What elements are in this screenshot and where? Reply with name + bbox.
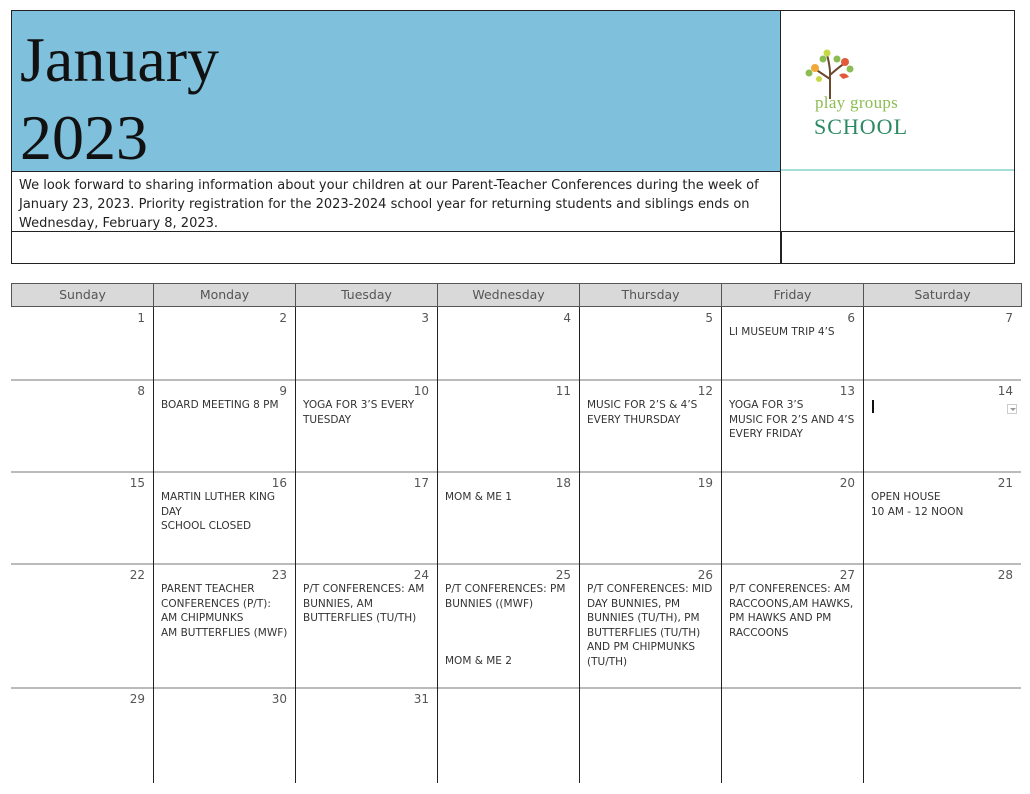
day-number: 10 <box>413 384 429 398</box>
day-events: BOARD MEETING 8 PM <box>161 399 279 411</box>
day-number: 22 <box>129 568 145 582</box>
day-events: P/T CONFERENCES: AM RACCOONS,AM HAWKS, PM HAWKS AND PM RACCOONS <box>729 583 854 639</box>
day-cell[interactable] <box>153 564 295 688</box>
day-cell[interactable] <box>579 564 721 688</box>
day-cell[interactable] <box>579 380 721 472</box>
day-cell[interactable] <box>295 688 437 783</box>
calendar-header-table <box>11 10 1015 264</box>
day-number: 18 <box>555 476 571 490</box>
day-number: 4 <box>563 311 571 325</box>
day-cell[interactable] <box>153 688 295 783</box>
weekday-friday: Friday <box>721 283 864 307</box>
day-cell[interactable] <box>721 564 863 688</box>
day-number: 2 <box>279 311 287 325</box>
text-cursor <box>872 400 874 413</box>
day-events: P/T CONFERENCES: MID DAY BUNNIES, PM BUNNIES (TU/TH), PM BUTTERFLIES (TU/TH) AND PM CHIPMUNKS (TU/TH) <box>587 583 713 668</box>
day-number: 1 <box>137 311 145 325</box>
day-number: 23 <box>271 568 287 582</box>
day-cell[interactable] <box>295 472 437 564</box>
logo-text-school: SCHOOL <box>814 114 909 139</box>
day-cell[interactable] <box>437 688 579 783</box>
description-text[interactable]: We look forward to sharing information about your children at our Parent-Teacher Conferences during the week of January 23, 2023. Priority registration for the 2023-2024 school year for returning students and siblings ends on Wednesday, February 8, 2023. <box>19 178 759 231</box>
title-cell <box>12 11 781 171</box>
day-number: 7 <box>1005 311 1013 325</box>
day-number: 29 <box>129 692 145 706</box>
day-events: MUSIC FOR 2’S & 4’S EVERY THURSDAY <box>587 399 698 426</box>
day-number: 6 <box>847 311 855 325</box>
day-cell[interactable] <box>153 380 295 472</box>
empty-row <box>12 231 1014 263</box>
day-number: 16 <box>271 476 287 490</box>
day-cell[interactable] <box>863 307 1021 380</box>
day-events-extra: MOM & ME 2 <box>445 655 512 667</box>
day-cell[interactable] <box>721 472 863 564</box>
day-cell[interactable] <box>721 380 863 472</box>
weekday-monday: Monday <box>153 283 296 307</box>
day-cell[interactable] <box>295 380 437 472</box>
day-cell[interactable] <box>295 307 437 380</box>
day-cell[interactable] <box>721 688 863 783</box>
day-cell[interactable] <box>579 688 721 783</box>
day-cell[interactable] <box>579 472 721 564</box>
weekday-saturday: Saturday <box>863 283 1022 307</box>
day-number: 13 <box>839 384 855 398</box>
day-events: LI MUSEUM TRIP 4’S <box>729 326 835 338</box>
day-number: 12 <box>697 384 713 398</box>
day-cell[interactable] <box>153 472 295 564</box>
day-cell[interactable] <box>579 307 721 380</box>
day-number: 15 <box>129 476 145 490</box>
day-events: YOGA FOR 3’S MUSIC FOR 2’S AND 4’S EVERY FRIDAY <box>729 399 855 440</box>
school-logo <box>781 11 1014 171</box>
month-year-title[interactable]: January 2023 <box>20 24 220 173</box>
day-number: 5 <box>705 311 713 325</box>
weekday-header-row <box>11 283 1021 307</box>
day-number: 28 <box>997 568 1013 582</box>
day-events: OPEN HOUSE 10 AM - 12 NOON <box>871 491 964 518</box>
calendar-grid <box>11 283 1021 783</box>
day-number: 27 <box>839 568 855 582</box>
day-events: MOM & ME 1 <box>445 491 512 503</box>
weekday-sunday: Sunday <box>11 283 154 307</box>
day-number: 17 <box>413 476 429 490</box>
day-cell[interactable] <box>863 380 1021 472</box>
description-cell <box>12 171 781 231</box>
day-events: YOGA FOR 3’S EVERY TUESDAY <box>303 399 415 426</box>
day-number: 30 <box>271 692 287 706</box>
day-cell[interactable] <box>437 380 579 472</box>
day-events: P/T CONFERENCES: PM BUNNIES ((MWF) <box>445 583 566 610</box>
day-number: 21 <box>997 476 1013 490</box>
day-cell[interactable] <box>721 307 863 380</box>
weekday-tuesday: Tuesday <box>295 283 438 307</box>
day-number: 25 <box>555 568 571 582</box>
day-cell[interactable] <box>11 472 153 564</box>
day-number: 11 <box>555 384 571 398</box>
day-number: 14 <box>997 384 1013 398</box>
chevron-down-icon[interactable] <box>1007 404 1017 414</box>
day-cell[interactable] <box>11 688 153 783</box>
day-number: 26 <box>697 568 713 582</box>
day-cell[interactable] <box>437 564 579 688</box>
day-number: 19 <box>697 476 713 490</box>
day-number: 20 <box>839 476 855 490</box>
day-cell[interactable] <box>437 307 579 380</box>
weekday-wednesday: Wednesday <box>437 283 580 307</box>
day-number: 3 <box>421 311 429 325</box>
day-cell[interactable] <box>863 688 1021 783</box>
day-cell[interactable] <box>863 472 1021 564</box>
day-cell[interactable] <box>437 472 579 564</box>
day-number: 8 <box>137 384 145 398</box>
day-cell[interactable] <box>295 564 437 688</box>
day-events: MARTIN LUTHER KING DAY SCHOOL CLOSED <box>161 491 276 532</box>
logo-text-play-groups: play groups <box>815 93 899 112</box>
weekday-thursday: Thursday <box>579 283 722 307</box>
day-events: PARENT TEACHER CONFERENCES (P/T): AM CHIPMUNKS AM BUTTERFLIES (MWF) <box>161 583 288 639</box>
day-events: P/T CONFERENCES: AM BUNNIES, AM BUTTERFLIES (TU/TH) <box>303 583 425 624</box>
day-cell[interactable] <box>11 307 153 380</box>
day-number: 9 <box>279 384 287 398</box>
day-cell[interactable] <box>863 564 1021 688</box>
tree-icon <box>803 49 859 99</box>
day-cell[interactable] <box>11 380 153 472</box>
day-cell[interactable] <box>153 307 295 380</box>
day-number: 24 <box>413 568 429 582</box>
day-number: 31 <box>413 692 429 706</box>
day-cell[interactable] <box>11 564 153 688</box>
